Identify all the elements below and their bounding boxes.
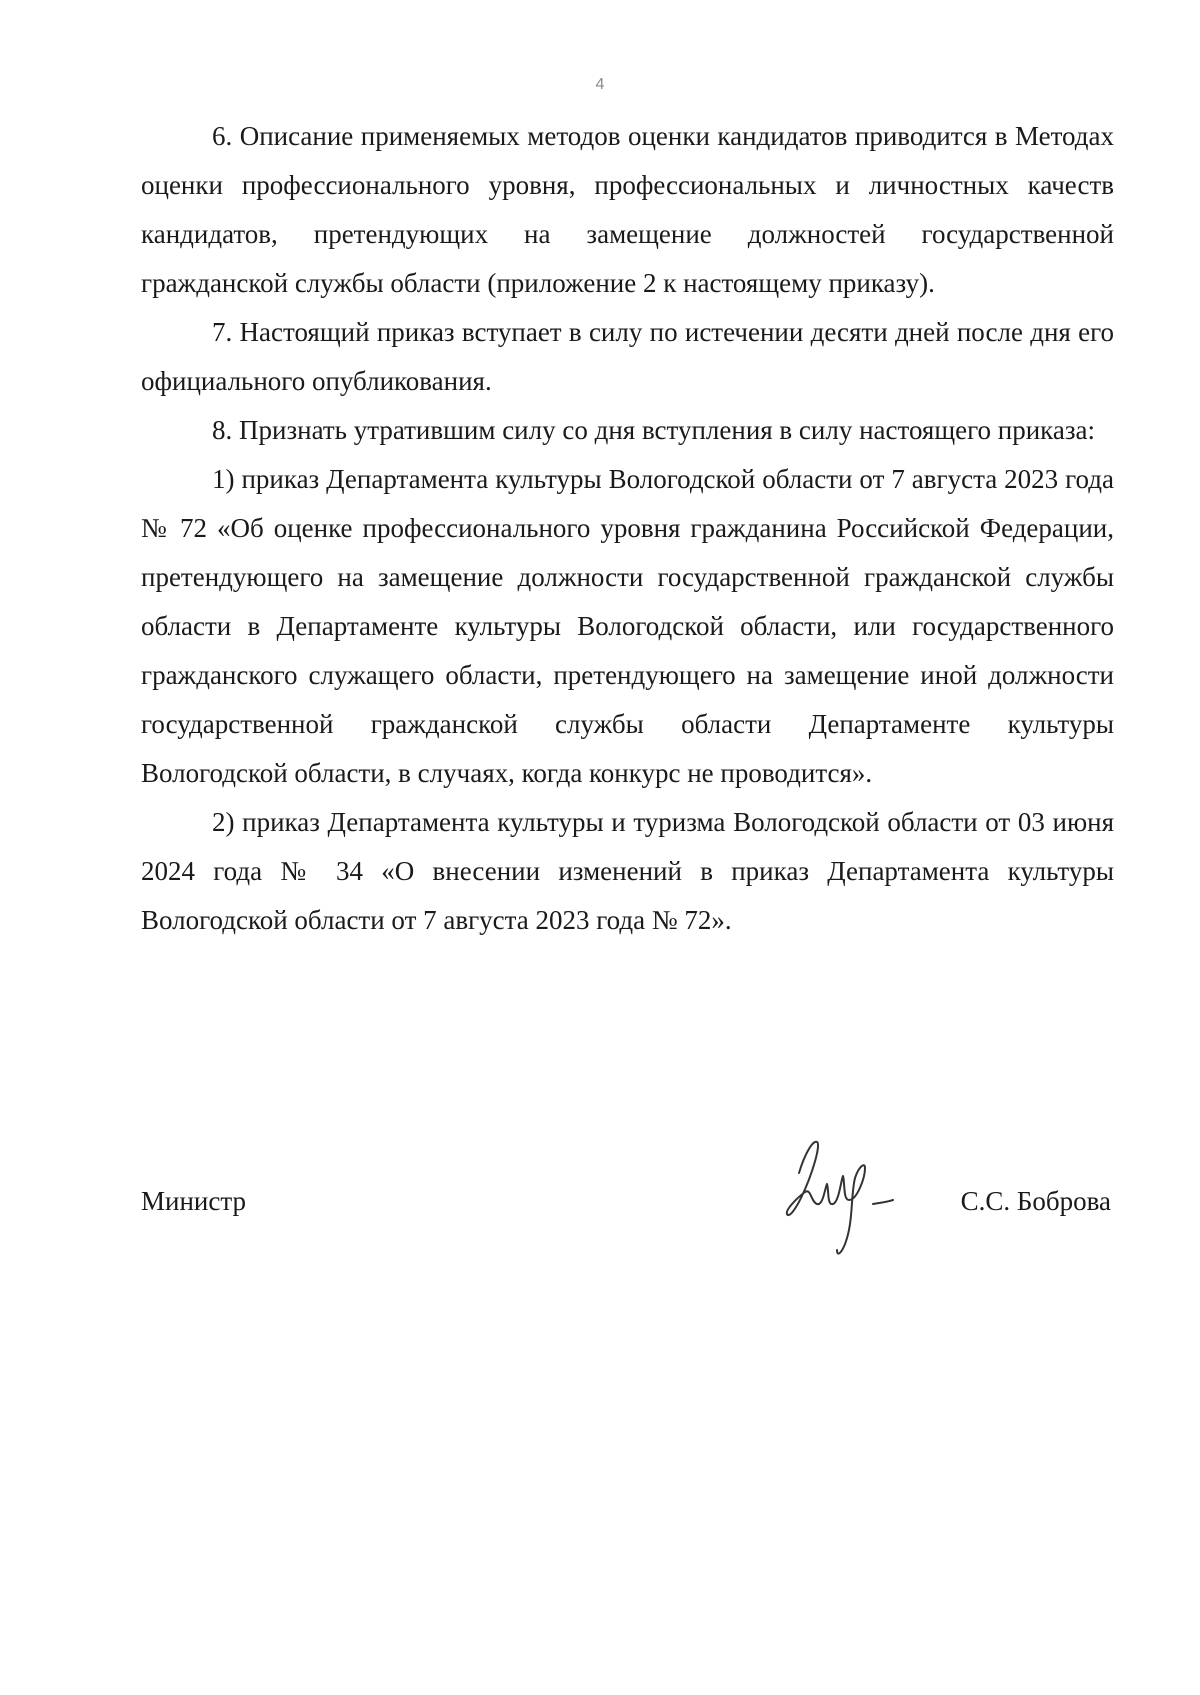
signature-block [141,1118,1111,1278]
document-body [141,112,1114,945]
handwritten-signature-icon [761,1118,901,1268]
paragraph-8: 8. Признать утратившим силу со дня вступления в силу настоящего приказа: [212,415,1096,445]
page-number: 4 [595,76,605,93]
paragraph-8-item-1: 1) приказ Департамента культуры Вологодской области от 7 августа 2023 года № 72 «Об оценке профессионального уровня гражданина Российской Федерации, претендующего на замещение должности государственной гражданской службы области в Департаменте культуры Вологодской области, или государственного гражданского служащего области, претендующего на замещение иной должности государственной гражданской службы области Департаменте культуры Вологодской области, в случаях, когда конкурс не проводится». [141,464,1114,788]
paragraph-7: 7. Настоящий приказ вступает в силу по истечении десяти дней после дня его официального опубликования. [141,317,1114,396]
paragraph-6: 6. Описание применяемых методов оценки кандидатов приводится в Методах оценки профессионального уровня, профессиональных и личностных качеств кандидатов, претендующих на замещение должностей государственной гражданской службы области (приложение 2 к настоящему приказу). [141,121,1114,298]
signatory-name: С.С. Боброва [960,1186,1111,1216]
signatory-position: Министр [141,1186,246,1216]
paragraph-8-item-2: 2) приказ Департамента культуры и туризма Вологодской области от 03 июня 2024 года № 34 «О внесении изменений в приказ Департамента культуры Вологодской области от 7 августа 2023 года № 72». [141,807,1114,935]
